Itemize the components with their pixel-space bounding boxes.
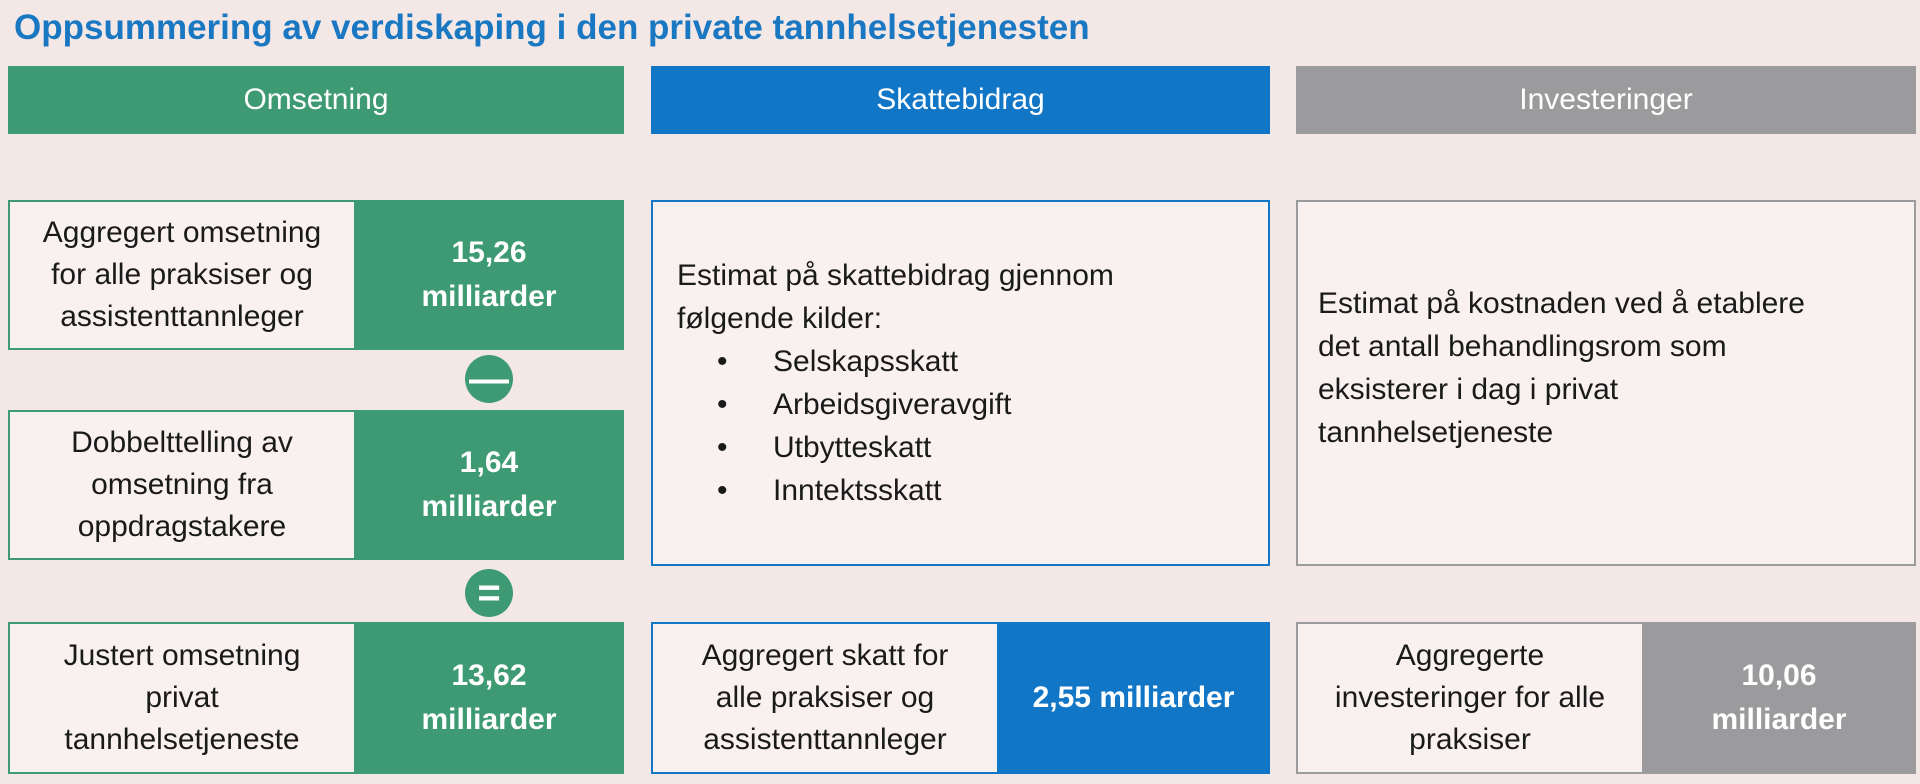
description-line: det antall behandlingsrom som [1318,330,1727,363]
omsetning-justert-label [8,622,356,774]
value-unit: milliarder [1711,703,1847,736]
label-line: assistenttannleger [60,300,304,333]
label-line: investeringer for alle [1334,681,1606,714]
label-line: tannhelsetjeneste [64,723,300,756]
label-line: assistenttannleger [703,723,947,756]
label-line: Aggregert omsetning [42,216,322,249]
page-title: Oppsummering av verdiskaping i den private tannhelsetjenesten [14,8,1090,47]
value-number: 15,26 [451,236,527,269]
tax-source-item: • Arbeidsgiveravgift [717,383,1268,426]
investeringer-description [1296,200,1916,566]
skattebidrag-description [651,200,1270,566]
value-unit: milliarder [421,280,557,313]
skattebidrag-total-label [651,622,999,774]
value-unit: milliarder [421,703,557,736]
tax-source-list [677,340,1268,512]
omsetning-dobbelttelling-label [8,410,356,560]
label-line: alle praksiser og [715,681,935,714]
label-line: Aggregert skatt for [701,639,949,672]
tax-source-item: • Utbytteskatt [717,426,1268,469]
minus-operator: — [465,355,513,403]
value-text: 2,55 milliarder [1032,681,1235,714]
description-line: tannhelsetjeneste [1318,416,1554,449]
skattebidrag-total-value [997,622,1270,774]
label-line: praksiser [1409,723,1531,756]
label-line: Aggregerte [1395,639,1545,672]
tax-source-item: • Selskapsskatt [717,340,1268,383]
omsetning-aggregert-label [8,200,356,350]
investeringer-total-value [1642,622,1916,774]
tax-source-item: • Inntektsskatt [717,469,1268,512]
label-line: Justert omsetning [63,639,301,672]
header-omsetning: Omsetning [8,66,624,134]
description-line: Estimat på kostnaden ved å etablere [1318,287,1805,320]
value-number: 10,06 [1741,659,1817,692]
header-investeringer: Investeringer [1296,66,1916,134]
omsetning-justert-value [354,622,624,774]
label-line: oppdragstakere [77,510,287,543]
equals-operator: = [465,569,513,617]
description-line: Estimat på skattebidrag gjennom [677,259,1114,292]
omsetning-aggregert-value [354,200,624,350]
label-line: for alle praksiser og [51,258,313,291]
label-line: Dobbelttelling av [71,426,293,459]
header-skattebidrag: Skattebidrag [651,66,1270,134]
investeringer-total-label [1296,622,1644,774]
label-line: privat [145,681,219,714]
value-number: 1,64 [459,446,519,479]
omsetning-dobbelttelling-value [354,410,624,560]
value-number: 13,62 [451,659,527,692]
description-line: følgende kilder: [677,302,883,335]
label-line: omsetning fra [91,468,273,501]
value-unit: milliarder [421,490,557,523]
description-line: eksisterer i dag i privat [1318,373,1619,406]
